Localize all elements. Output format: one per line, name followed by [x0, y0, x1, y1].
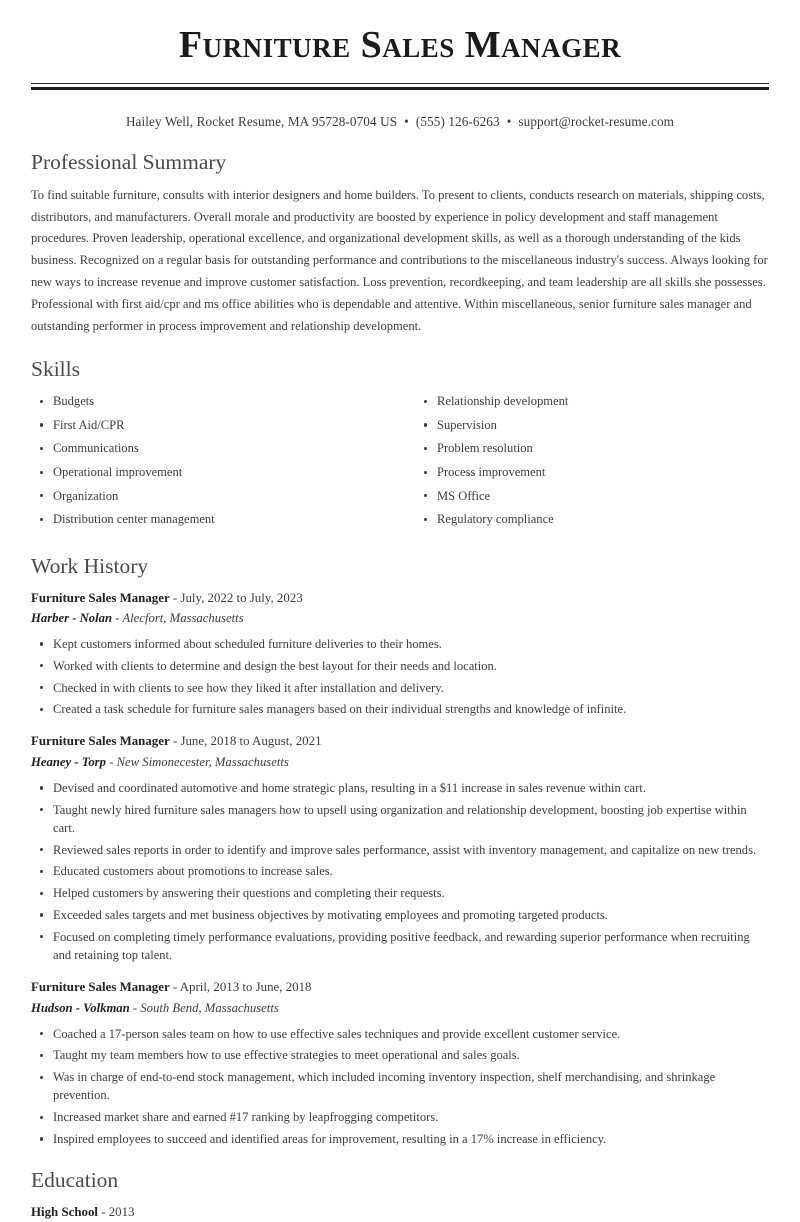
header-divider: [31, 83, 769, 90]
skills-columns: [31, 392, 769, 533]
list-item: Increased market share and earned #17 ranking by leapfrogging competitors.: [31, 1108, 769, 1126]
job-title: Furniture Sales Manager: [31, 590, 170, 605]
list-item: Helped customers by answering their questions and completing their requests.: [31, 884, 769, 902]
list-item: Organization: [31, 487, 400, 505]
job-company: Hudson - Volkman: [31, 1000, 130, 1015]
work-history-entry: [31, 978, 769, 1148]
contact-phone: (555) 126-6263: [415, 113, 500, 129]
work-history-entry: [31, 732, 769, 964]
job-bullet-list: [31, 779, 769, 964]
list-item: Created a task schedule for furniture sales managers based on their individual strengths and knowledge of infinite.: [31, 700, 769, 718]
section-skills: [31, 357, 769, 533]
job-title-dash: -: [169, 734, 181, 749]
job-dates: June, 2018 to August, 2021: [180, 734, 322, 749]
job-title: Furniture Sales Manager: [31, 734, 170, 749]
job-company: Heaney - Torp: [31, 754, 106, 769]
list-item: First Aid/CPR: [31, 416, 400, 434]
list-item: Was in charge of end-to-end stock management, which included incoming inventory inspection, shelf merchandising, and shrinkage prevention.: [31, 1068, 769, 1104]
contact-line: [31, 114, 769, 130]
job-dates: July, 2022 to July, 2023: [180, 590, 303, 605]
section-heading-work-history: Work History: [31, 553, 149, 578]
list-item: Communications: [31, 439, 400, 457]
education-dash: -: [97, 1204, 109, 1219]
list-item: Coached a 17-person sales team on how to use effective sales techniques and provide excellent customer service.: [31, 1025, 769, 1043]
list-item: Budgets: [31, 392, 400, 410]
list-item: Kept customers informed about scheduled furniture deliveries to their homes.: [31, 635, 769, 653]
list-item: Relationship development: [415, 392, 769, 410]
list-item: Devised and coordinated automotive and home strategic plans, resulting in a $11 increase in sales revenue within cart.: [31, 779, 769, 797]
list-item: Reviewed sales reports in order to identify and improve sales performance, assist with inventory management, and capitalize on new trends.: [31, 841, 769, 859]
job-company-line: [31, 609, 769, 628]
list-item: Supervision: [415, 416, 769, 434]
list-item: Process improvement: [415, 463, 769, 481]
section-work-history: [31, 554, 769, 1148]
education-entry: [31, 1203, 769, 1222]
summary-paragraph: To find suitable furniture, consults with interior designers and home builders. To present to clients, conducts research on materials, shipping costs, distributors, and manufacturers. Overall morale and productivity are boosted by experience in policy development and staff management procedures. Proven leadership, operational excellence, and organizational development skills, as well as a thorough understanding of the kids business. Recognized on a regular basis for outstanding performance and contributions to the miscellaneous industry's success. Always looking for new ways to increase revenue and improve customer satisfaction. Loss prevention, recordkeeping, and team leadership are all skills she possesses. Professional with first aid/cpr and ms office abilities who is dependable and attentive. Within miscellaneous, senior furniture sales manager and outstanding performer in process improvement and relationship development.: [31, 187, 768, 333]
section-heading-summary: Professional Summary: [31, 149, 227, 174]
job-company-dash: -: [112, 610, 123, 625]
list-item: Educated customers about promotions to increase sales.: [31, 862, 769, 880]
job-location: South Bend, Massachusetts: [140, 1000, 279, 1015]
contact-separator-1: •: [404, 113, 409, 129]
skills-column-left: [31, 392, 400, 533]
list-item: Taught my team members how to use effective strategies to meet operational and sales goals.: [31, 1046, 769, 1064]
list-item: Distribution center management: [31, 510, 400, 528]
job-company-dash: -: [105, 754, 117, 769]
contact-separator-2: •: [506, 113, 512, 129]
education-year: 2013: [108, 1204, 135, 1219]
list-item: MS Office: [415, 487, 769, 505]
job-title-dash: -: [169, 980, 180, 995]
list-item: Regulatory compliance: [415, 510, 769, 528]
list-item: Focused on completing timely performance evaluations, providing positive feedback, and rewarding superior performance when recruiting and retaining top talent.: [31, 928, 769, 964]
section-heading-education: Education: [31, 1168, 119, 1193]
job-company-dash: -: [129, 1000, 141, 1015]
job-location: Alecfort, Massachusetts: [122, 610, 244, 625]
list-item: Exceeded sales targets and met business objectives by motivating employees and promoting targeted products.: [31, 906, 769, 924]
list-item: Problem resolution: [415, 439, 769, 457]
contact-email: support@rocket-resume.com: [518, 113, 675, 129]
section-education: [31, 1168, 769, 1222]
job-location: New Simonecester, Massachusetts: [116, 754, 289, 769]
job-title-line: [31, 732, 769, 751]
divider-thick-line: [31, 87, 769, 90]
skills-list-left: [31, 392, 400, 528]
job-title-dash: -: [169, 590, 181, 605]
job-title-line: [31, 978, 769, 997]
list-item: Checked in with clients to see how they liked it after installation and delivery.: [31, 679, 769, 697]
skills-list-right: [415, 392, 769, 528]
job-bullet-list: [31, 1025, 769, 1149]
list-item: Inspired employees to succeed and identified areas for improvement, resulting in a 17% increase in efficiency.: [31, 1130, 769, 1148]
list-item: Operational improvement: [31, 463, 400, 481]
list-item: Taught newly hired furniture sales managers how to upsell using organization and relationship development, boosting job expertise within cart.: [31, 801, 769, 837]
job-company: Harber - Nolan: [31, 610, 113, 625]
job-title-line: [31, 589, 769, 608]
job-bullet-list: [31, 635, 769, 719]
section-professional-summary: [31, 150, 769, 338]
page-title: Furniture Sales Manager: [178, 24, 622, 66]
contact-address: Hailey Well, Rocket Resume, MA 95728-0704 US: [125, 113, 398, 129]
education-school: High School: [31, 1204, 98, 1219]
section-heading-skills: Skills: [31, 357, 80, 382]
list-item: Worked with clients to determine and design the best layout for their needs and location.: [31, 657, 769, 675]
job-company-line: [31, 753, 769, 772]
skills-column-right: [400, 392, 769, 533]
work-history-entry: [31, 589, 769, 719]
job-company-line: [31, 999, 769, 1018]
job-title: Furniture Sales Manager: [31, 980, 170, 995]
job-dates: April, 2013 to June, 2018: [179, 980, 312, 995]
